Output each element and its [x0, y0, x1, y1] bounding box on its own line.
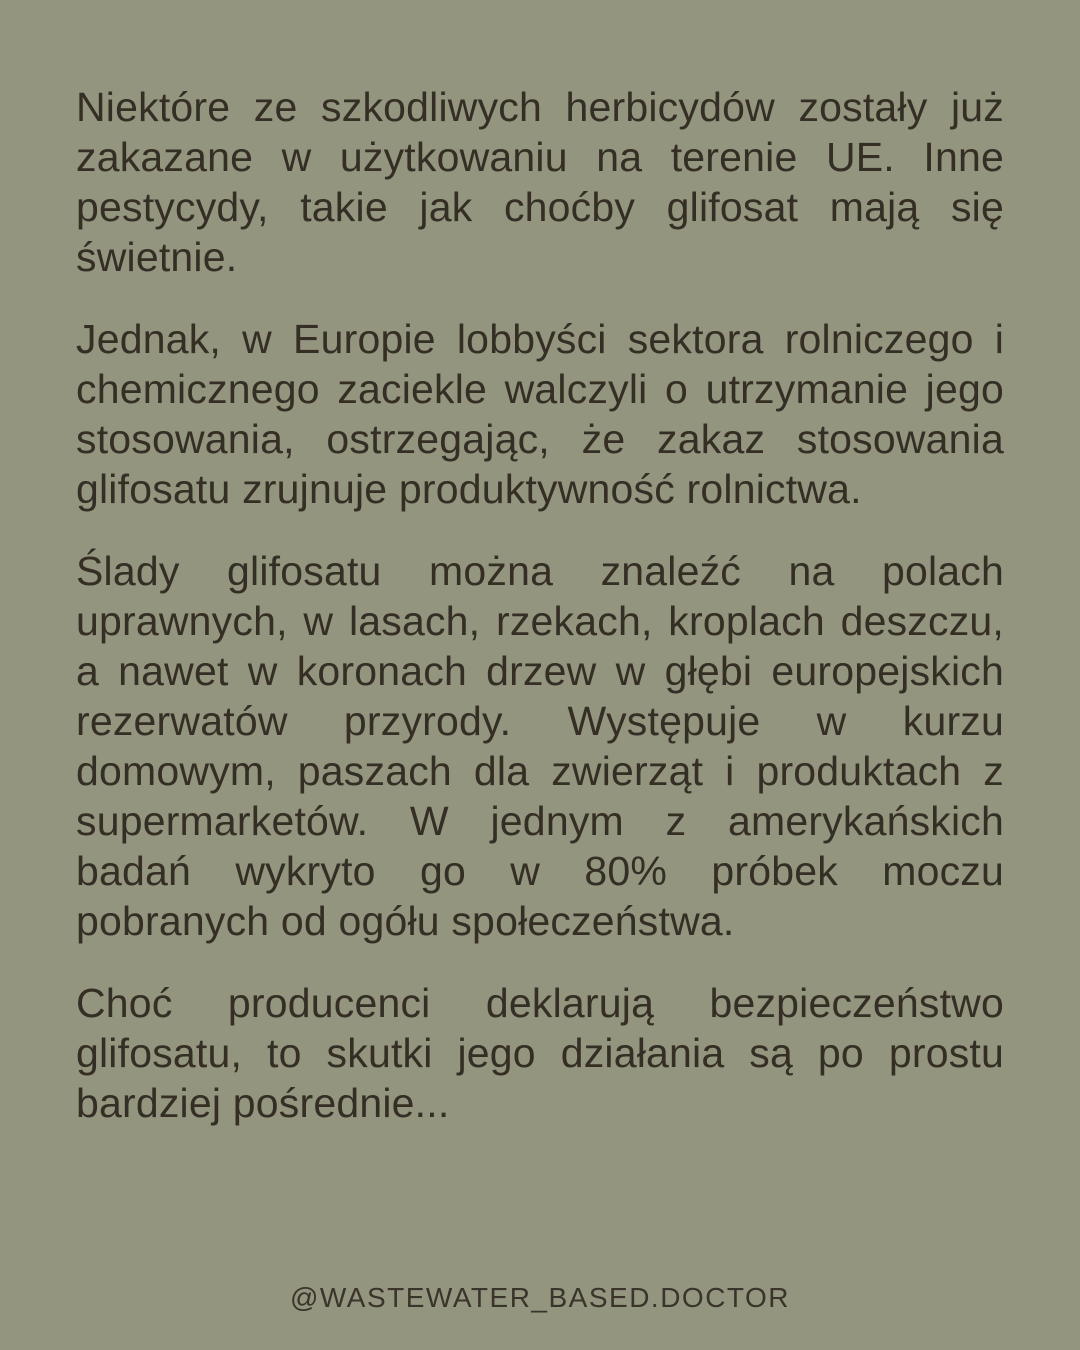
paragraph-herbicides-banned: Niektóre ze szkodliwych herbicydów zostały już zakazane w użytkowaniu na terenie UE. Inne pestycydy, takie jak choćby glifosat mają się świetnie.	[76, 84, 1004, 280]
paragraph-lobbyists: Jednak, w Europie lobbyści sektora rolniczego i chemicznego zaciekle walczyli o utrzymanie jego stosowania, ostrzegając, że zakaz stosowania glifosatu zrujnuje produktywność rolnictwa.	[76, 316, 1004, 512]
post-body-text	[76, 82, 1004, 1160]
paragraph-glyphosate-traces: Ślady glifosatu można znaleźć na polach uprawnych, w lasach, rzekach, kroplach deszczu, a nawet w koronach drzew w głębi europejskich rezerwatów przyrody. Występuje w kurzu domowym, paszach dla zwierząt i produktach z supermarketów. W jednym z amerykańskich badań wykryto go w 80% próbek moczu pobranych od ogółu społeczeństwa.	[76, 548, 1004, 944]
footer-handle: @WASTEWATER_BASED.DOCTOR	[289, 1282, 791, 1313]
paragraph-producers-claim: Choć producenci deklarują bezpieczeństwo glifosatu, to skutki jego działania są po prostu bardziej pośrednie...	[76, 980, 1004, 1126]
